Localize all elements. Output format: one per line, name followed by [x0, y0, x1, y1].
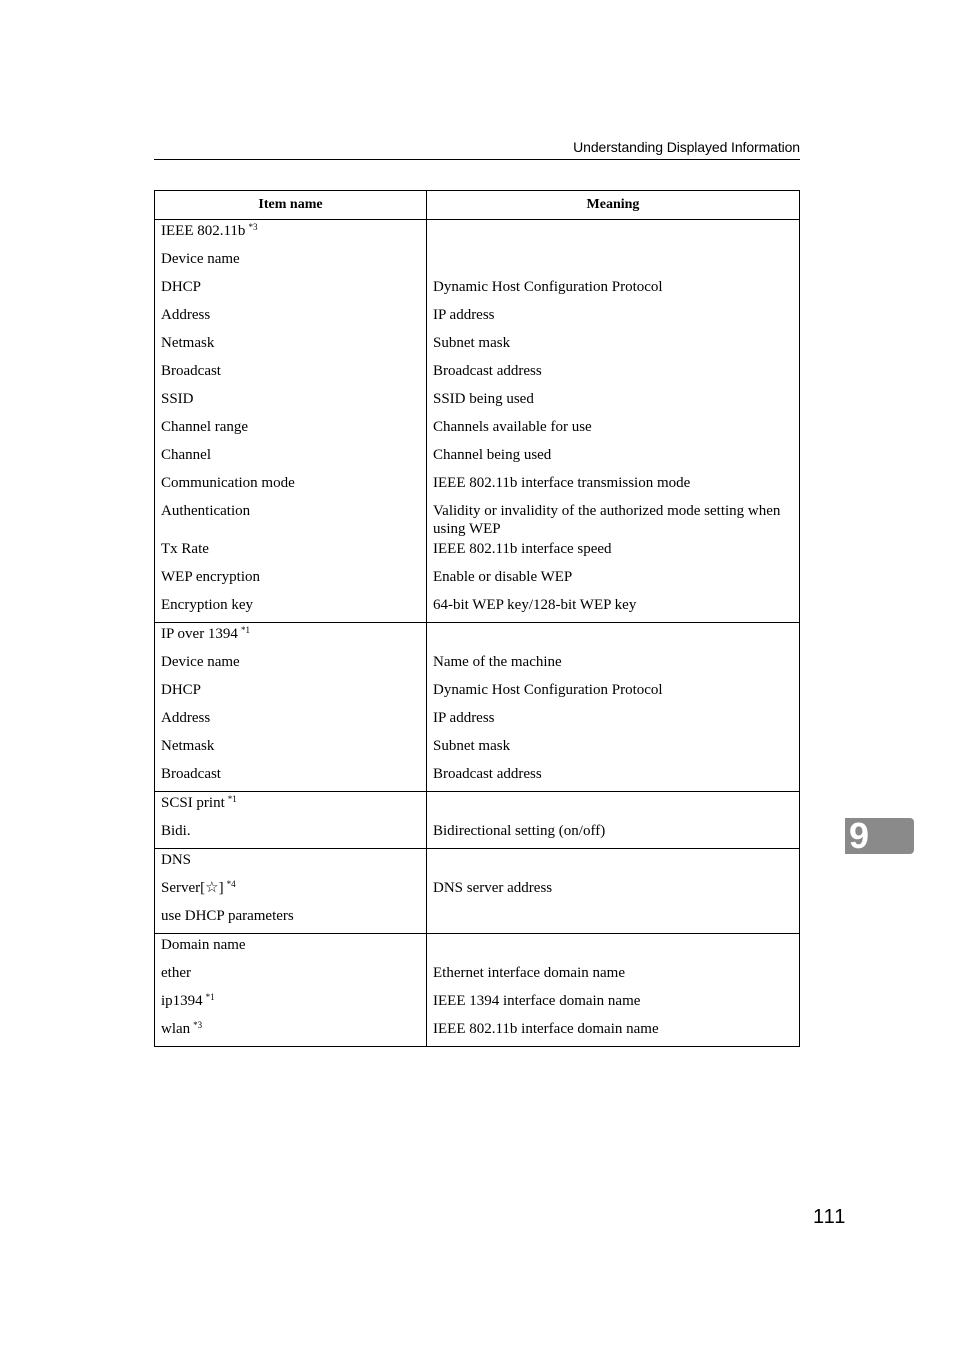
meaning-cell — [427, 820, 800, 849]
meaning-cell — [427, 934, 800, 963]
table-row — [155, 905, 800, 934]
meaning-cell — [427, 651, 800, 679]
meaning-text — [433, 934, 793, 962]
page-number: 111 — [813, 1206, 847, 1228]
table-row — [155, 276, 800, 304]
footnote-marker: *1 — [240, 625, 250, 635]
meaning-text: IEEE 802.11b interface speed — [433, 541, 612, 557]
meaning-cell — [427, 707, 800, 735]
table-row — [155, 990, 800, 1018]
footnote-marker: *3 — [193, 1020, 203, 1030]
item-name: Domain name — [161, 937, 246, 953]
meaning-text: IEEE 802.11b interface transmission mode — [433, 475, 691, 491]
meaning-text — [433, 849, 793, 877]
meaning-cell — [427, 594, 800, 623]
item-name: use DHCP parameters — [161, 908, 294, 924]
meaning-text: Bidirectional setting (on/off) — [433, 823, 606, 839]
meaning-text — [433, 792, 793, 820]
meaning-cell — [427, 849, 800, 878]
meaning-cell — [427, 962, 800, 990]
table-header-row — [155, 191, 800, 220]
meaning-text: Broadcast address — [433, 766, 542, 782]
meaning-cell — [427, 360, 800, 388]
item-name-cell — [155, 623, 427, 652]
item-name: IEEE 802.11b — [161, 223, 246, 239]
table-row — [155, 820, 800, 849]
meaning-cell — [427, 1018, 800, 1047]
meaning-cell — [427, 444, 800, 472]
item-name: Netmask — [161, 335, 215, 351]
table-row — [155, 707, 800, 735]
table-row — [155, 877, 800, 905]
meaning-text: 64-bit WEP key/128-bit WEP key — [433, 597, 637, 613]
item-name: Channel range — [161, 419, 249, 435]
meaning-text: IP address — [433, 307, 495, 323]
item-name-cell — [155, 934, 427, 963]
meaning-text — [433, 905, 793, 933]
item-name-cell — [155, 707, 427, 735]
item-name: DHCP — [161, 279, 202, 295]
meaning-cell — [427, 332, 800, 360]
meaning-cell — [427, 276, 800, 304]
meaning-cell — [427, 500, 800, 538]
item-name: Channel — [161, 447, 211, 463]
item-name: ip1394 — [161, 993, 203, 1009]
item-name-cell — [155, 1018, 427, 1047]
item-name-cell — [155, 388, 427, 416]
meaning-text: Subnet mask — [433, 738, 511, 754]
table-row — [155, 248, 800, 276]
meaning-text: IP address — [433, 710, 495, 726]
meaning-text — [433, 623, 793, 651]
table-row — [155, 623, 800, 652]
meaning-cell — [427, 416, 800, 444]
item-name-cell — [155, 990, 427, 1018]
item-name: Encryption key — [161, 597, 254, 613]
meaning-text: Broadcast address — [433, 363, 542, 379]
table-row — [155, 962, 800, 990]
meaning-cell — [427, 472, 800, 500]
table-row — [155, 416, 800, 444]
meaning-cell — [427, 248, 800, 276]
table-row — [155, 538, 800, 566]
meaning-cell — [427, 538, 800, 566]
item-name-cell — [155, 332, 427, 360]
footnote-marker: *3 — [248, 222, 258, 232]
item-name-cell — [155, 962, 427, 990]
meaning-cell — [427, 679, 800, 707]
item-name: SCSI print — [161, 795, 225, 811]
meaning-cell — [427, 792, 800, 821]
column-header-item: Item name — [155, 191, 427, 220]
table-row — [155, 594, 800, 623]
item-name-cell — [155, 849, 427, 878]
running-header-title: Understanding Displayed Information — [573, 139, 800, 155]
info-table — [154, 190, 800, 1047]
meaning-text: Dynamic Host Configuration Protocol — [433, 279, 663, 295]
table-row — [155, 304, 800, 332]
item-name-cell — [155, 877, 427, 905]
table-row — [155, 500, 800, 538]
item-name-cell — [155, 905, 427, 934]
item-name-cell — [155, 566, 427, 594]
table-row — [155, 388, 800, 416]
footnote-marker: *1 — [205, 992, 215, 1002]
table-row — [155, 735, 800, 763]
item-name: Address — [161, 307, 211, 323]
meaning-text: IEEE 802.11b interface domain name — [433, 1021, 659, 1037]
meaning-cell — [427, 763, 800, 792]
meaning-cell — [427, 566, 800, 594]
item-name: Tx Rate — [161, 541, 209, 557]
meaning-cell — [427, 877, 800, 905]
item-name-cell — [155, 735, 427, 763]
meaning-cell — [427, 388, 800, 416]
item-name-cell — [155, 651, 427, 679]
meaning-text — [433, 248, 793, 276]
table-row — [155, 849, 800, 878]
item-name-cell — [155, 472, 427, 500]
meaning-cell — [427, 304, 800, 332]
item-name: Server[☆] — [161, 880, 224, 896]
item-name-cell — [155, 538, 427, 566]
table-row — [155, 566, 800, 594]
item-name-cell — [155, 416, 427, 444]
item-name: DNS — [161, 852, 192, 868]
item-name: Netmask — [161, 738, 215, 754]
table-row — [155, 220, 800, 249]
meaning-text: Ethernet interface domain name — [433, 965, 625, 981]
item-name: WEP encryption — [161, 569, 261, 585]
item-name: Bidi. — [161, 823, 191, 839]
footnote-marker: *1 — [227, 794, 237, 804]
meaning-text: Name of the machine — [433, 654, 562, 670]
item-name-cell — [155, 820, 427, 849]
meaning-cell — [427, 220, 800, 249]
item-name: ether — [161, 965, 191, 981]
meaning-cell — [427, 905, 800, 934]
chapter-tab — [845, 815, 914, 856]
meaning-cell — [427, 990, 800, 1018]
meaning-text: Dynamic Host Configuration Protocol — [433, 682, 663, 698]
table-row — [155, 444, 800, 472]
item-name: Authentication — [161, 503, 251, 519]
item-name: Device name — [161, 654, 240, 670]
meaning-text: DNS server address — [433, 880, 553, 896]
chapter-number: 9 — [849, 815, 870, 856]
meaning-text: Validity or invalidity of the authorized mode setting when using WEP — [433, 503, 781, 537]
column-header-meaning: Meaning — [427, 191, 800, 220]
item-name: SSID — [161, 391, 194, 407]
table-row — [155, 934, 800, 963]
meaning-text: IEEE 1394 interface domain name — [433, 993, 641, 1009]
table-row — [155, 1018, 800, 1047]
item-name: IP over 1394 — [161, 626, 238, 642]
meaning-cell — [427, 623, 800, 652]
table-row — [155, 360, 800, 388]
item-name-cell — [155, 276, 427, 304]
item-name: Address — [161, 710, 211, 726]
table-row — [155, 651, 800, 679]
item-name-cell — [155, 360, 427, 388]
item-name: Broadcast — [161, 766, 221, 782]
table-row — [155, 332, 800, 360]
meaning-text: Channels available for use — [433, 419, 592, 435]
item-name-cell — [155, 220, 427, 249]
item-name: wlan — [161, 1021, 191, 1037]
item-name: Communication mode — [161, 475, 295, 491]
item-name: Device name — [161, 251, 240, 267]
item-name: DHCP — [161, 682, 202, 698]
item-name-cell — [155, 763, 427, 792]
item-name-cell — [155, 792, 427, 821]
meaning-text: Channel being used — [433, 447, 552, 463]
item-name: Broadcast — [161, 363, 221, 379]
item-name-cell — [155, 500, 427, 538]
header-rule — [154, 159, 800, 160]
item-name-cell — [155, 444, 427, 472]
meaning-text: Enable or disable WEP — [433, 569, 573, 585]
item-name-cell — [155, 594, 427, 623]
meaning-cell — [427, 735, 800, 763]
table-row — [155, 763, 800, 792]
item-name-cell — [155, 248, 427, 276]
table-row — [155, 792, 800, 821]
footnote-marker: *4 — [226, 879, 236, 889]
meaning-text: SSID being used — [433, 391, 534, 407]
item-name-cell — [155, 304, 427, 332]
meaning-text: Subnet mask — [433, 335, 511, 351]
table-row — [155, 679, 800, 707]
item-name-cell — [155, 679, 427, 707]
meaning-text — [433, 220, 793, 248]
table-row — [155, 472, 800, 500]
table-body — [155, 220, 800, 1047]
